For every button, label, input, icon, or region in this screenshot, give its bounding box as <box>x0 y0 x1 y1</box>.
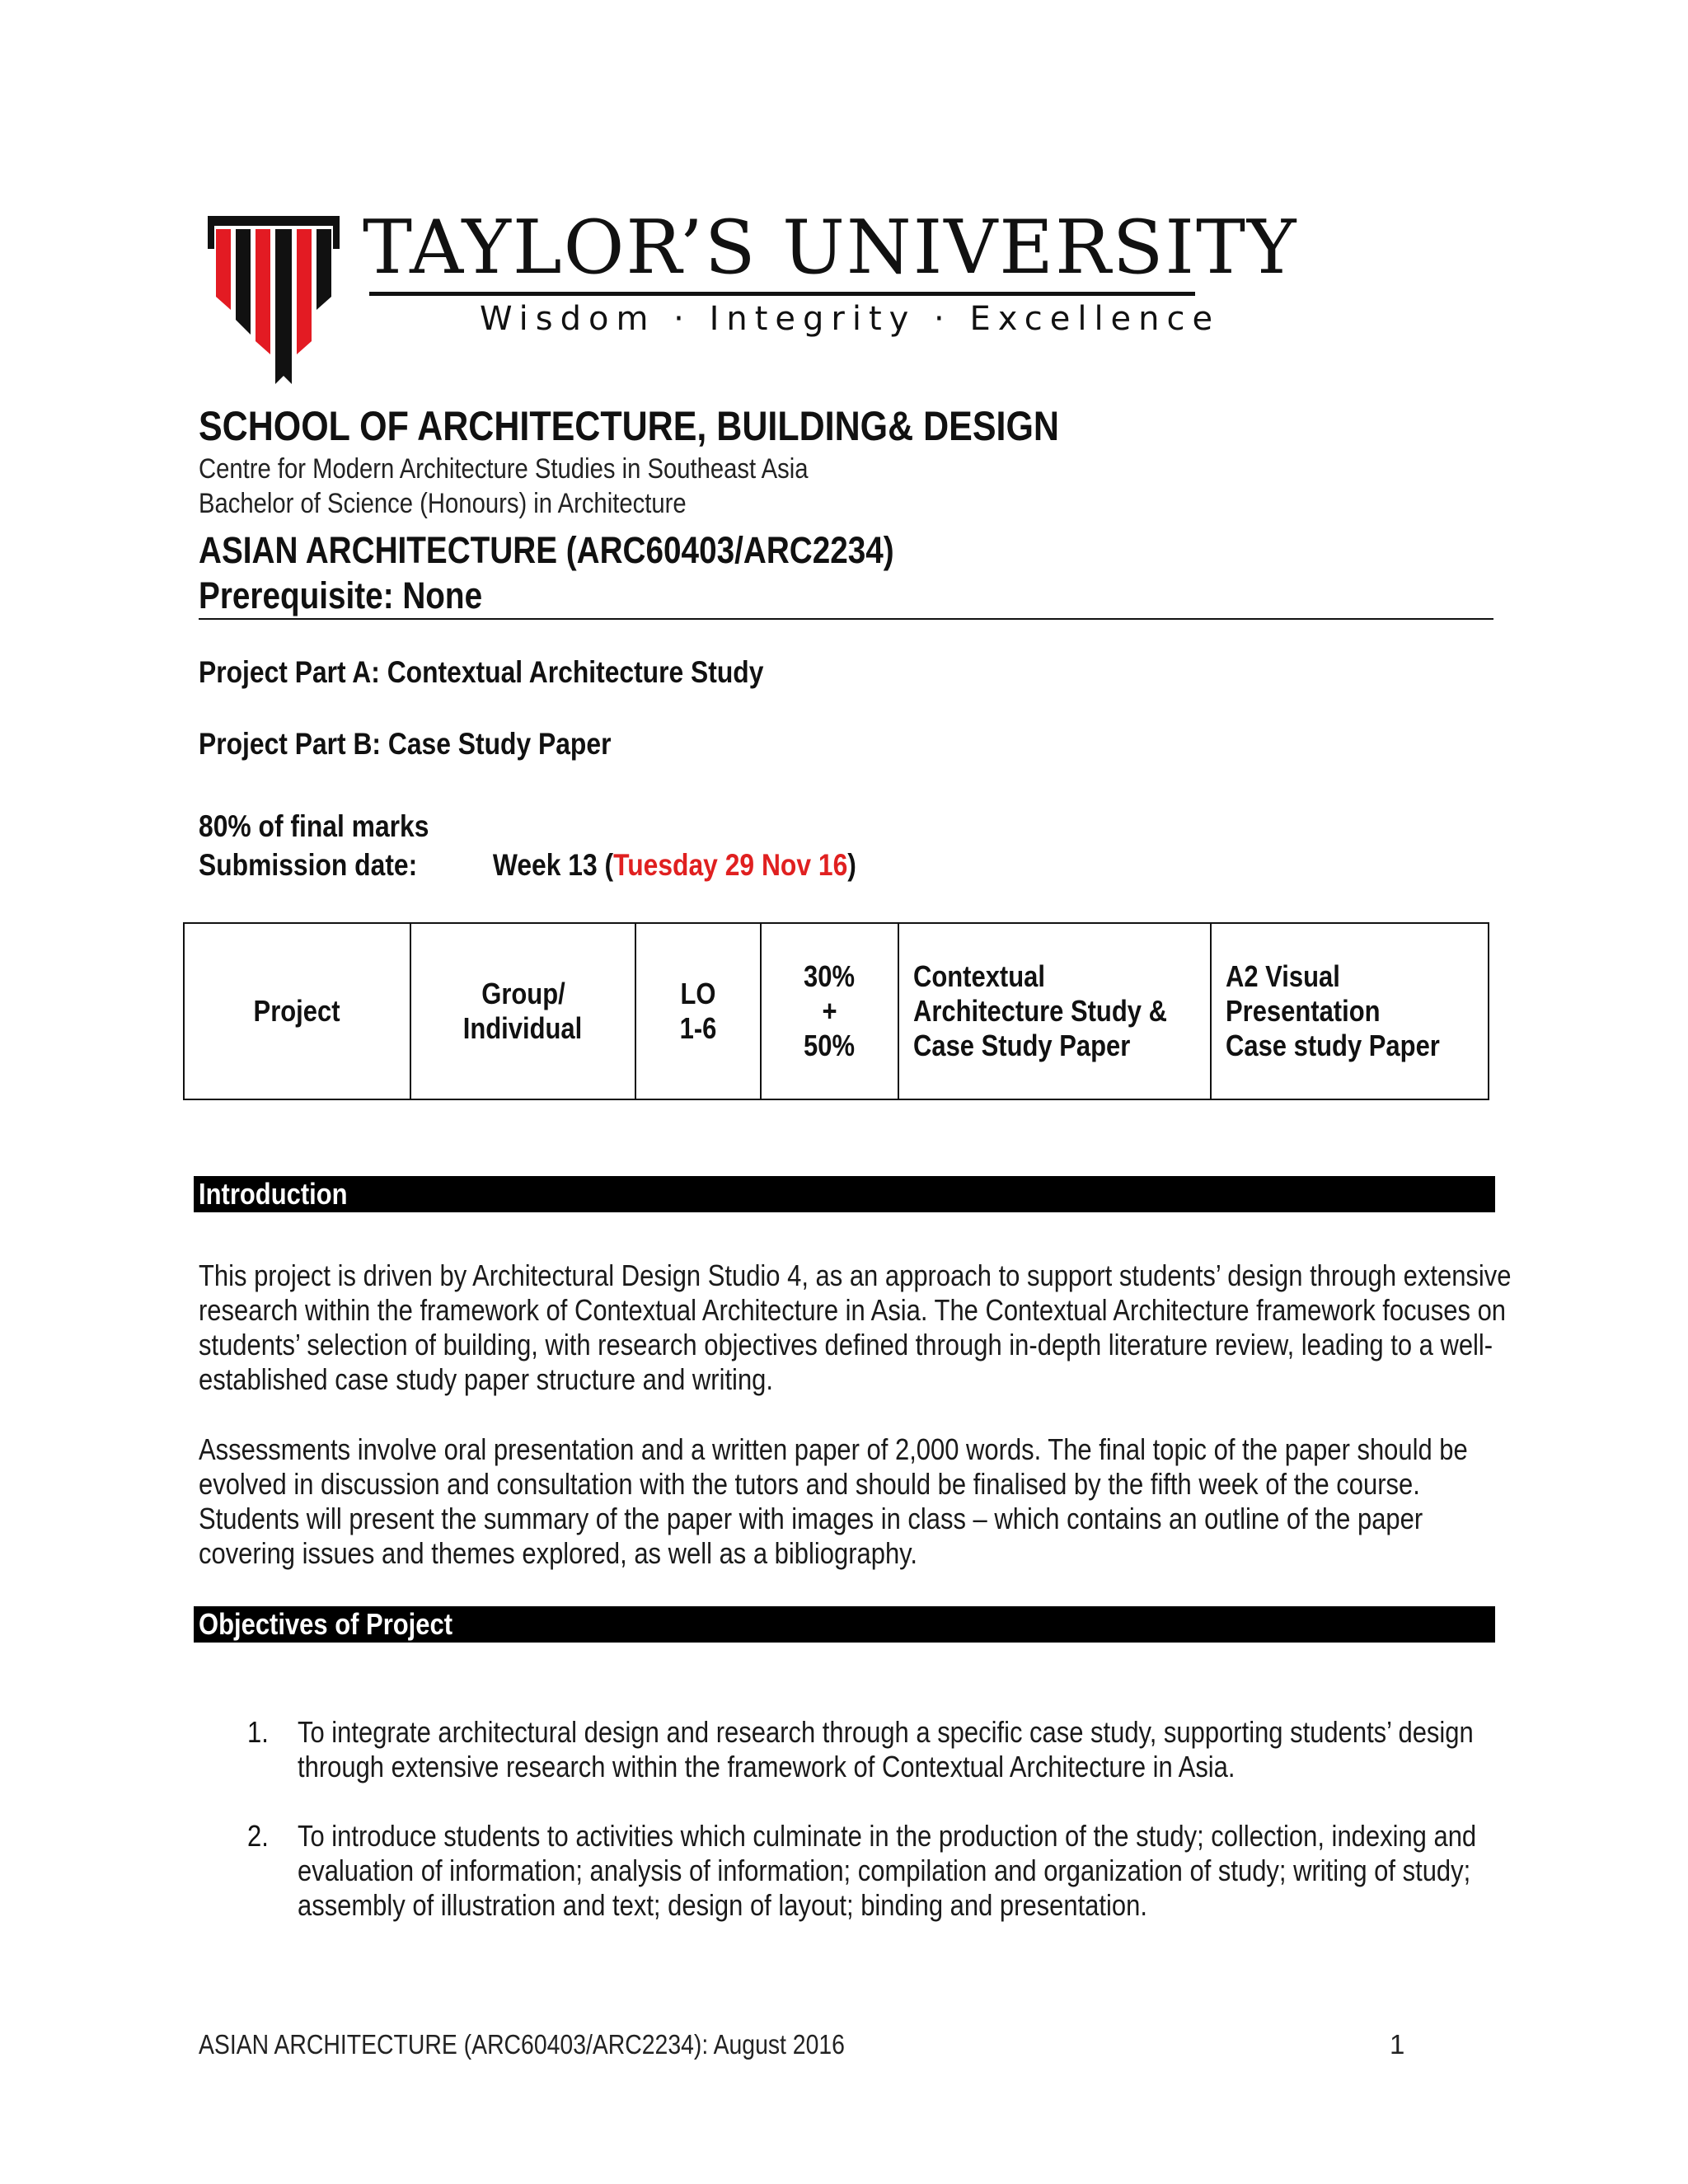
university-crest-icon <box>208 211 340 384</box>
objective-item: To integrate architectural design and research through a specific case study, supporting students’ design through extensive research within the framework of Contextual Architecture in Asia. <box>298 1715 1474 1783</box>
programme-name: Bachelor of Science (Honours) in Architecture <box>199 488 687 519</box>
header-divider <box>199 618 1493 620</box>
introduction-paragraph-2: Assessments involve oral presentation and a written paper of 2,000 words. The final topic of the paper should be evolved in discussion and consultation with the tutors and should be finalised by the fifth week of the course. Students will present the summary of the paper with images in class – which contains an outline of the paper covering issues and themes explored, as well as a bibliography. <box>199 1432 1468 1570</box>
objective-number: 2. <box>247 1819 269 1853</box>
project-cell: Project <box>184 923 410 1099</box>
submission-close: ) <box>847 848 856 882</box>
prerequisite: Prerequisite: None <box>199 574 483 616</box>
page-footer: ASIAN ARCHITECTURE (ARC60403/ARC2234): August 2016 <box>199 2029 845 2060</box>
page-number: 1 <box>1390 2029 1405 2060</box>
centre-name: Centre for Modern Architecture Studies in Southeast Asia <box>199 453 809 485</box>
university-logo <box>208 204 1298 384</box>
table-row <box>184 923 1489 1099</box>
university-motto: Wisdom · Integrity · Excellence <box>480 300 1221 338</box>
group-cell: Group/ Individual <box>410 923 635 1099</box>
objectives-heading: Objectives of Project <box>194 1606 1495 1643</box>
course-title: ASIAN ARCHITECTURE (ARC60403/ARC2234) <box>199 529 894 571</box>
introduction-heading: Introduction <box>194 1176 1495 1212</box>
submission-week: Week 13 ( <box>492 848 614 882</box>
objective-number: 1. <box>247 1715 269 1749</box>
introduction-paragraph-1: This project is driven by Architectural Design Studio 4, as an approach to support students’ design through extensive research within the framework of Contextual Architecture in Asia. The Contextual Architecture framework focuses on students’ selection of building, with research objectives defined through in-depth literature review, leading to a well- established case study paper structure and writing. <box>199 1258 1512 1396</box>
weight-cell: 30% + 50% <box>761 923 898 1099</box>
submission-date-value: Tuesday 29 Nov 16 <box>613 848 848 882</box>
university-name: TAYLOR’S UNIVERSITY <box>363 204 1298 291</box>
submission-date <box>199 848 856 883</box>
logo-divider <box>369 292 1195 296</box>
project-part-a: Project Part A: Contextual Architecture Study <box>199 655 764 689</box>
marks-weight: 80% of final marks <box>199 809 429 843</box>
component-cell: Contextual Architecture Study & Case Study Paper <box>898 923 1211 1099</box>
assessment-table <box>183 922 1489 1100</box>
format-cell: A2 Visual Presentation Case study Paper <box>1211 923 1489 1099</box>
lo-cell: LO 1-6 <box>635 923 761 1099</box>
submission-label: Submission date: <box>199 848 418 882</box>
objective-item: To introduce students to activities which culminate in the production of the study; collection, indexing and evaluation of information; analysis of information; compilation and organization of study; writing of study; assembly of illustration and text; design of layout; binding and presentation. <box>298 1819 1477 1922</box>
project-part-b: Project Part B: Case Study Paper <box>199 727 612 761</box>
school-title: SCHOOL OF ARCHITECTURE, BUILDING& DESIGN <box>199 403 1059 449</box>
